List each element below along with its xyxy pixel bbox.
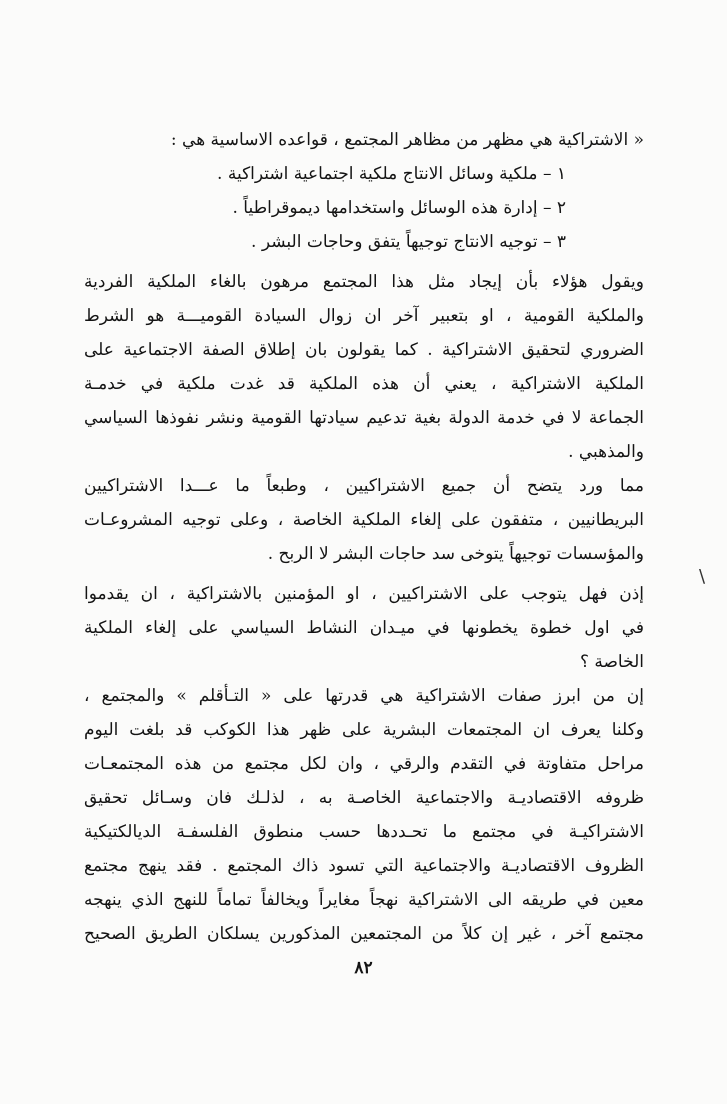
intro-line: « الاشتراكية هي مظهر من مظاهر المجتمع ، قواعده الاساسية هي : (170, 130, 644, 150)
text-line: الملكية الاشتراكية ، يعني أن هذه الملكية قد غدت ملكية في خدمـة (84, 374, 644, 394)
text-line: البريطانيين ، متفقون على إلغاء الملكية الخاصة ، وعلى توجيه المشروعـات (84, 510, 644, 530)
text-line: والملكية القومية ، او بتعبير آخر ان زوال السيادة القوميـــة هو الشرط (84, 306, 644, 326)
text-line: والمذهبي . (568, 442, 644, 462)
text-line: الاشتراكيـة في مجتمع ما تحـددها حسب منطوق الفلسفـة الديالكتيكية (84, 822, 644, 842)
list-item: ٣ – توجيه الانتاج توجيهاً يتفق وحاجات البشر . (251, 232, 566, 252)
text-line: مراحل متفاوتة في التقدم والرقي ، وان لكل مجتمع من هذه المجتمعـات (84, 754, 644, 774)
text-line: إن من ابرز صفات الاشتراكية هي قدرتها على « التـأقلم » والمجتمع ، (84, 686, 644, 706)
text-line: الضروري لتحقيق الاشتراكية . كما يقولون بان إطلاق الصفة الاجتماعية على (84, 340, 644, 360)
page-number: ٨٢ (354, 958, 373, 978)
text-line: ظروفه الاقتصاديـة والاجتماعية الخاصـة به ، لذلـك فان وسـائل تحقيق (84, 788, 644, 808)
text-line: الخاصة ؟ (579, 652, 644, 672)
list-item: ٢ – إدارة هذه الوسائل واستخدامها ديموقراطياً . (232, 198, 566, 218)
text-line: وكلنا يعرف ان المجتمعات البشرية على ظهر هذا الكوكب قد بلغت اليوم (84, 720, 644, 740)
text-line: معين في طريقه الى الاشتراكية نهجاً مغايراً ويخالفاً تماماً للنهج الذي ينهجه (84, 890, 644, 910)
body-text (84, 123, 644, 951)
text-line: الظروف الاقتصاديـة والاجتماعية التي تسود ذاك المجتمع . فقد ينهج مجتمع (84, 856, 644, 876)
margin-mark: \ (699, 566, 706, 587)
paragraph-2 (84, 469, 644, 571)
text-line: في اول خطوة يخطونها في ميـدان النشاط السياسي على إلغاء الملكية (84, 618, 644, 638)
paragraph-4 (84, 679, 644, 951)
text-line: مما ورد يتضح أن جميع الاشتراكيين ، وطبعاً ما عـــدا الاشتراكيين (84, 476, 644, 496)
text-line: مجتمع آخر ، غير إن كلاً من المجتمعين المذكورين يسلكان الطريق الصحيح (84, 924, 644, 944)
list-item: ١ – ملكية وسائل الانتاج ملكية اجتماعية اشتراكية . (217, 164, 566, 184)
text-line: ويقول هؤلاء بأن إيجاد مثل هذا المجتمع مرهون بالغاء الملكية الفردية (84, 272, 644, 292)
paragraph-3 (84, 577, 644, 679)
text-line: إذن فهل يتوجب على الاشتراكيين ، او المؤمنين بالاشتراكية ، ان يقدموا (84, 584, 644, 604)
text-line: والمؤسسات توجيهاً يتوخى سد حاجات البشر لا الربح . (267, 544, 644, 564)
paragraph-1 (84, 265, 644, 469)
text-line: الجماعة لا في خدمة الدولة بغية تدعيم سيادتها القومية ونشر نفوذها السياسي (84, 408, 644, 428)
